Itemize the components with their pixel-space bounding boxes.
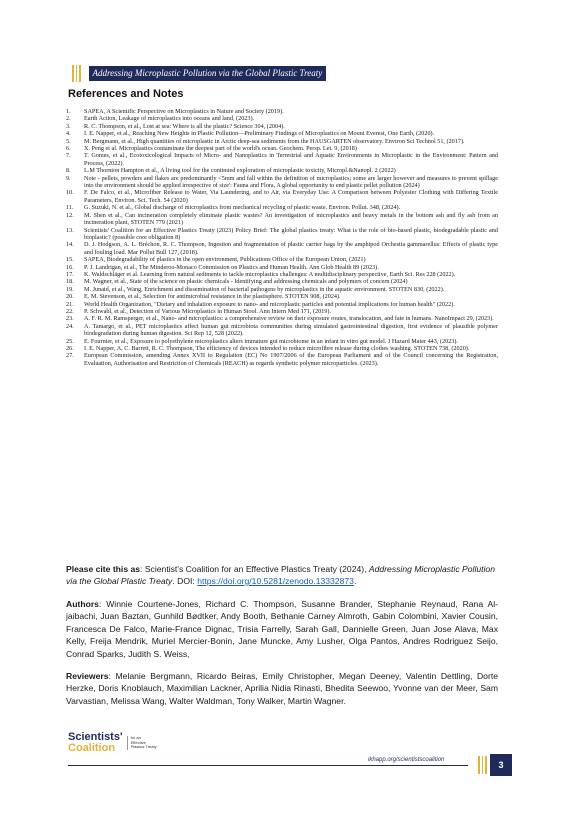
section-title: References and Notes bbox=[68, 88, 184, 100]
reference-text: Note - pellets, powders and flakes are predominantly <5mm and fall within the definition of microplastics; some are larger however and measures to prevent spillage into the environment should be applied irrespective of size': Fauna and Flora, A global opportunity to end plastic pellet pollution (2024) bbox=[84, 174, 498, 190]
reference-text: A. F. R. M. Ramsperger, et al., Nano- and microplastics: a comprehensive review on their exposure routes, translocation, and fate in humans. NanoImpact 29, (2023). bbox=[84, 315, 494, 323]
reference-item bbox=[66, 345, 498, 352]
reference-number: 26. bbox=[66, 345, 74, 352]
reference-number: 23. bbox=[66, 315, 74, 323]
reference-item bbox=[66, 323, 498, 338]
reviewers-text: : Melanie Bergmann, Ricardo Beiras, Emily Christopher, Megan Deeney, Valentin Dettling, Dorte Herzke, Doris Knoblauch, Maximilian Lackner, Aprilia Nidia Rinasti, Bhedita Seewoo, Yvonne van der Meer, Sam Varvastian, Melissa Wang, Walter Waldman, Tony Walker, Martin Wagner. bbox=[66, 671, 498, 706]
authors-label: Authors bbox=[66, 599, 99, 609]
reference-text: M. Wagner, et al., State of the science on plastic chemicals - Identifying and addressing chemicals and polymers of concern (2024) bbox=[84, 278, 408, 286]
reference-number: 20. bbox=[66, 293, 74, 301]
reference-text: I. E. Napper, et al., Reaching New Heights in Plastic Pollution—Preliminary Findings of Microplastics on Mount Everest, One Earth, (2020). bbox=[84, 130, 435, 138]
reference-item bbox=[66, 115, 498, 122]
reference-item bbox=[66, 204, 498, 211]
page-header bbox=[72, 64, 326, 82]
reference-item bbox=[66, 167, 498, 174]
reference-number: 13. bbox=[66, 226, 74, 234]
reviewers-block bbox=[66, 670, 498, 707]
logo-word-scientists: Scientists' bbox=[68, 731, 123, 743]
authors-text: : Winnie Courtene-Jones, Richard C. Thompson, Susanne Brander, Stephanie Reynaud, Rana Al-jaibachi, Juan Baztan, Gunhild Bødtker, Andy Booth, Bethanie Carney Almroth, Gabin Colombini, Xavier Cousin, Francesca De Falco, Marie-France Dignac, Trisia Farrelly, Sarah Gall, Dannielle Green, Juan Jose Alava, Max Kelly, Freija Mendrik, Muriel Mercier-Bonin, Jane Muncke, Amy Lusher, Olga Pantos, Andres Rodriguez Seijo, Conrad Sparks, Judith S. Weiss, bbox=[66, 599, 498, 659]
reference-number: 24. bbox=[66, 322, 74, 330]
reference-number: 22. bbox=[66, 307, 74, 315]
reference-number: 7. bbox=[66, 152, 71, 160]
reference-item bbox=[66, 286, 498, 293]
reference-number: 1. bbox=[66, 108, 71, 115]
reference-item bbox=[66, 301, 498, 308]
reference-text: Scientists' Coalition for an Effective Plastics Treaty (2023) Policy Brief: The global plastics treaty: What is the role of bio-based plastic, biodegradable plastic and bioplastic? (possible core obligation 8) bbox=[84, 226, 498, 241]
reference-text: P. Schwabl, et al., Detection of Various Microplastics in Human Stool. Ann Intern Med 171, (2019). bbox=[84, 307, 332, 315]
reference-item bbox=[66, 145, 498, 152]
reference-text: L.M Thornton Hampton et al., A living tool for the continued exploration of microplastic toxicity, Micropl.&Nanopl. 2 (2022) bbox=[84, 167, 396, 175]
coalition-logo bbox=[68, 732, 157, 754]
reference-number: 19. bbox=[66, 285, 74, 293]
reference-number: 6. bbox=[66, 145, 71, 153]
references-list bbox=[66, 108, 498, 367]
cite-label: Please cite this as bbox=[66, 564, 141, 574]
reference-item bbox=[66, 152, 498, 167]
reference-number: 10. bbox=[66, 189, 74, 197]
reference-text: F. De Falco, et al., Microfiber Release to Water, Via Laundering, and to Air, via Everyday Use: A Comparison between Polyester Clothing with Differing Textile Parameters, Environ. Sci. Tech. 54 (2020) bbox=[84, 189, 498, 204]
reference-number: 3. bbox=[66, 122, 71, 130]
reference-text: E. M. Stevenson, et al., Selection for antimicrobial resistance in the plastisphere. STOTEN 908, (2024). bbox=[84, 293, 341, 301]
reference-text: European Commission, amending Annex XVII to Regulation (EC) No 1907/2006 of the European Parliament and of the Council concerning the Registration, Evaluation, Authorisation and Restriction of Chemicals (REACH) as regards synthetic polymer microparticles. (2023). bbox=[84, 352, 498, 367]
reference-number: 17. bbox=[66, 270, 74, 278]
reference-item bbox=[66, 123, 498, 130]
reference-text: D. J. Hodgson, A. L. Bréchon, R. C. Thompson, Ingestion and fragmentation of plastic carrier bags by the amphipod Orchestia gammarellus: Effects of plastic type and fouling load. Mar Pollut Bull 127, (2018). bbox=[84, 241, 498, 256]
reference-item bbox=[66, 271, 498, 278]
footer-accent-bars bbox=[478, 756, 487, 774]
reference-text: G. Suzuki, N. et al., Global discharge of microplastics from mechanical recycling of plastic waste. Environ. Pollut. 348, (2024). bbox=[84, 204, 401, 212]
reference-number: 9. bbox=[66, 174, 71, 182]
reference-item bbox=[66, 256, 498, 263]
reference-item bbox=[66, 108, 498, 115]
reference-item bbox=[66, 308, 498, 315]
reference-item bbox=[66, 130, 498, 137]
header-accent-bars bbox=[72, 65, 81, 82]
reference-text: Earth Action, Leakage of microplastics into oceans and land, (2023). bbox=[84, 115, 255, 123]
reference-text: T. Gomes, et al., Ecotoxicological Impacts of Micro- and Nanoplastics in Terrestrial and Aquatic Environments in Microplastic in the Environment: Pattern and Process, (2022). bbox=[84, 152, 498, 167]
reference-text: World Health Organization, "Dietary and inhalation exposure to nano- and microplastic particles and potential implications for human health" (2022). bbox=[84, 300, 455, 308]
reference-item bbox=[66, 315, 498, 322]
reference-number: 21. bbox=[66, 300, 74, 308]
reference-text: I. E. Napper, A. C. Barrett, R. C. Thompson, The efficiency of devices intended to reduce microfibre release during clothes washing. STOTEN 738, (2020). bbox=[84, 345, 470, 352]
header-title: Addressing Microplastic Pollution via the Global Plastic Treaty bbox=[89, 66, 327, 81]
footer-link[interactable]: ikhapp.org/scientistscoalition bbox=[368, 757, 445, 763]
reference-text: M. Bergmann, et al., High quantities of microplastic in Arctic deep-sea sediments from the HAUSGARTEN observatory. Environ Sci Technol 51, (2017). bbox=[84, 137, 465, 145]
reference-number: 25. bbox=[66, 337, 74, 345]
authors-block bbox=[66, 598, 498, 660]
reference-number: 14. bbox=[66, 241, 74, 249]
reference-item bbox=[66, 278, 498, 285]
reference-text: SAPEA, Biodegradability of plastics in the open environment, Publications Office of the European Union, (2021) bbox=[84, 256, 366, 264]
reference-item bbox=[66, 241, 498, 256]
reference-number: 16. bbox=[66, 263, 74, 271]
reference-text: E. Fournier, et al., Exposure to polyethylene microplastics alters immature gut microbiome in an infant in vitro gut model. J Hazard Mater 443, (2023). bbox=[84, 337, 459, 345]
reference-number: 11. bbox=[66, 204, 74, 212]
reference-item bbox=[66, 352, 498, 367]
reviewers-label: Reviewers bbox=[66, 671, 109, 681]
citation-block bbox=[66, 563, 498, 587]
reference-item bbox=[66, 212, 498, 227]
reference-item bbox=[66, 138, 498, 145]
reference-item bbox=[66, 227, 498, 242]
reference-number: 18. bbox=[66, 278, 74, 286]
reference-text: K. Waldschläger et al. Learning from natural sediments to tackle microplastics challenges: A multidisciplinary perspective, Earth Sci. Res 228 (2022). bbox=[84, 270, 456, 278]
reference-number: 4. bbox=[66, 130, 71, 138]
reference-number: 15. bbox=[66, 256, 74, 264]
reference-text: M. Shen et al., Can incineration completely eliminate plastic wastes? An investigation of microplastics and heavy metals in the bottom ash and fly ash from an incineration plant, STOTEN 779 (2021) bbox=[84, 211, 498, 227]
footer-rule bbox=[68, 765, 468, 766]
reference-text: R. C. Thompson, et al., Lost at sea: Where is all the plastic? Science 304, (2004). bbox=[84, 122, 285, 130]
reference-item bbox=[66, 293, 498, 300]
reference-text: P. J. Landrigan, et al., The Minderoo-Monaco Commission on Plastics and Human Health. Ann Glob Health 89 (2023). bbox=[84, 263, 379, 271]
cite-end: . bbox=[353, 576, 357, 586]
reference-number: 2. bbox=[66, 115, 71, 123]
cite-title: Addressing Microplastic Pollution via the Global Plastic Treaty bbox=[66, 564, 495, 586]
reference-item bbox=[66, 338, 498, 345]
doi-link[interactable]: https://doi.org/10.5281/zenodo.13332873 bbox=[197, 576, 354, 586]
page-number: 3 bbox=[490, 754, 512, 776]
reference-item bbox=[66, 189, 498, 204]
reference-text: M. Junaid, et al., Wang, Enrichment and dissemination of bacterial pathogens by microplastics in the aquatic environment. STOTEN 830, (2022). bbox=[84, 285, 445, 293]
reference-item bbox=[66, 175, 498, 190]
reference-number: 12. bbox=[66, 211, 74, 219]
cite-body: : Scientist's Coalition for an Effective Plastics Treaty (2024), bbox=[140, 564, 369, 574]
reference-number: 8. bbox=[66, 167, 71, 175]
reference-number: 27. bbox=[66, 352, 74, 360]
reference-text: X. Peng et al. Microplastics contaminate the deepest part of the world's ocean. Geochem. Persp. Let. 9, (2018) bbox=[84, 145, 357, 153]
reference-text: A. Tamargo, et al., PET microplastics affect human gut microbiota communities during simulated gastrointestinal digestion, first evidence of plausible polymer biodegradation during human digestion. Sci Rep 12, 528 (2022). bbox=[84, 322, 498, 338]
cite-doi-label: . DOI: bbox=[172, 576, 198, 586]
reference-number: 5. bbox=[66, 137, 71, 145]
reference-item bbox=[66, 264, 498, 271]
reference-text: SAPEA, A Scientific Perspective on Microplastics in Nature and Society (2019). bbox=[84, 108, 284, 115]
logo-word-coalition: Coalition bbox=[68, 742, 116, 754]
logo-subtitle: for an Effective Plastics Treaty bbox=[127, 736, 157, 750]
